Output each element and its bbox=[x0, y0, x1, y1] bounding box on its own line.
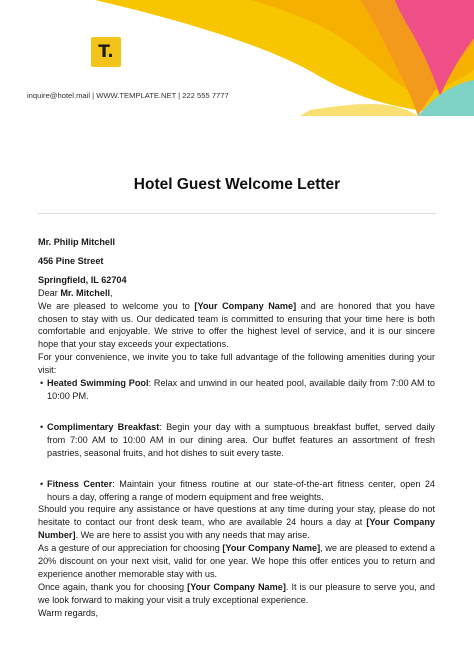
amenity-name: Complimentary Breakfast bbox=[47, 421, 160, 432]
list-item bbox=[47, 478, 435, 504]
company-logo bbox=[91, 37, 121, 67]
discount-text-c: , we are pleased to extend a 20% discount on your next visit, valid for one year. We hope this offer entices you to return and experience another memorable stay with us. bbox=[38, 543, 435, 579]
amenity-text: : Maintain your fitness routine at our state-of-the-art fitness center, open 24 hours a day, offering a range of modern equipment and free weights. bbox=[47, 478, 436, 502]
company-name-placeholder: [Your Company Name] bbox=[194, 300, 297, 311]
signoff: Warm regards, bbox=[38, 607, 98, 618]
letter-body bbox=[38, 236, 435, 620]
intro-text-c: and are honored that you have chosen to stay with us. Our dedicated team is committed to ensuring that your time here is both comfortable and enjoyable. We strive to offer the highest level of service, and it is our sincere hope that your stay exceeds your expectations. bbox=[38, 300, 435, 350]
salutation-prefix: Dear bbox=[38, 287, 61, 298]
recipient-name: Mr. Philip Mitchell bbox=[38, 237, 116, 247]
logo-letter: T. bbox=[98, 42, 114, 62]
thanks-paragraph bbox=[38, 581, 435, 607]
salutation-name: Mr. Mitchell bbox=[60, 287, 111, 298]
company-name-placeholder: [Your Company Name] bbox=[222, 543, 321, 554]
amenity-name: Heated Swimming Pool bbox=[47, 378, 149, 389]
salutation bbox=[38, 287, 435, 300]
amenity-text: : Relax and unwind in our heated pool, available daily from 7:00 AM to 10:00 PM. bbox=[47, 378, 435, 401]
company-name-placeholder: [Your Company Name] bbox=[187, 581, 286, 592]
title-divider bbox=[38, 213, 436, 214]
intro-text-a: We are pleased to welcome you to bbox=[38, 300, 195, 311]
thanks-text-a: Once again, thank you for choosing bbox=[38, 581, 188, 592]
amenities-list bbox=[38, 377, 435, 503]
page-title: Hotel Guest Welcome Letter bbox=[133, 176, 341, 193]
intro-paragraph bbox=[38, 300, 435, 352]
header-wave-decoration bbox=[0, 0, 474, 130]
amenities-intro: For your convenience, we invite you to take full advantage of the following amenities during your visit: bbox=[38, 352, 435, 376]
amenity-name: Fitness Center bbox=[47, 478, 113, 489]
assistance-text-c: . We are here to assist you with any needs that may arise. bbox=[75, 530, 310, 541]
company-number-placeholder: [Your Company Number] bbox=[38, 517, 435, 541]
recipient-city: Springfield, IL 62704 bbox=[38, 274, 127, 285]
assistance-text-a: Should you require any assistance or have questions at any time during your stay, please do not hesitate to contact our front desk team, who are available 24 hours a day at bbox=[38, 504, 435, 528]
thanks-text-c: . It is our pleasure to serve you, and we look forward to making your visit a truly exceptional experience. bbox=[38, 581, 435, 605]
amenity-text: : Begin your day with a sumptuous breakfast buffet, served daily from 7:00 AM to 10:00 AM in our dining area. Our buffet features an assortment of fresh pastries, seasonal fruits, and hot dishes to suit every taste. bbox=[47, 421, 435, 458]
salutation-suffix: , bbox=[110, 287, 113, 298]
list-item bbox=[47, 421, 435, 460]
list-item bbox=[47, 377, 435, 403]
contact-line: inquire@hotel.mail | WWW.TEMPLATE.NET | 222 555 7777 bbox=[27, 91, 229, 100]
discount-paragraph bbox=[38, 542, 435, 581]
assistance-paragraph bbox=[38, 503, 435, 542]
discount-text-a: As a gesture of our appreciation for choosing bbox=[38, 543, 223, 554]
recipient-street: 456 Pine Street bbox=[38, 255, 104, 266]
